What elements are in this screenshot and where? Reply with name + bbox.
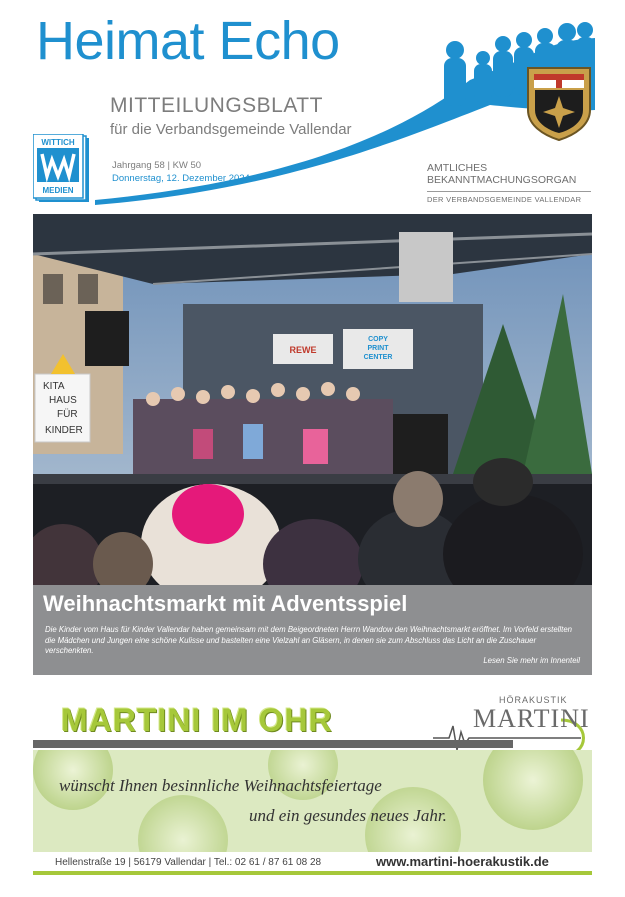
ad-brand: MARTINI — [473, 704, 590, 733]
publisher-name-top: WITTICH — [41, 138, 75, 147]
publication-title: Heimat Echo — [36, 11, 340, 71]
ad-accent-line — [33, 871, 592, 875]
ad-background-image — [33, 750, 592, 852]
ad-divider-bar — [33, 740, 513, 748]
publisher-logo — [33, 134, 91, 204]
ad-brand-small: HÖRAKUSTIK — [499, 695, 568, 705]
cover-photo — [33, 214, 592, 585]
issue-number: Jahrgang 58 | KW 50 — [112, 160, 202, 171]
official-divider — [427, 191, 591, 192]
official-label — [427, 162, 576, 186]
article-teaser: Die Kinder vom Haus für Kinder Vallendar haben gemeinsam mit dem Beigeordneten Herrn Wandow den Weihnachtsmarkt eröffnet. Im Vorfeld erstellten die Mädchen und Jungen eine schöne Kulisse und bastelten eine Vielzahl an Gläsern, in denen sie zum Abschluss das Licht an die Zuschauer verschenkten. — [45, 625, 572, 655]
banner-right-2: PRINT — [367, 345, 389, 352]
ad-greeting-line-2: und ein gesundes neues Jahr. — [249, 806, 447, 825]
ad-footer — [33, 853, 592, 873]
issue-date: Donnerstag, 12. Dezember 2024 — [112, 173, 250, 184]
official-line-2: BEKANNTMACHUNGSORGAN — [427, 174, 577, 186]
official-sub-label: DER VERBANDSGEMEINDE VALLENDAR — [427, 195, 582, 204]
publication-subtitle: MITTEILUNGSBLATT — [110, 94, 323, 117]
ad-address: Hellenstraße 19 | 56179 Vallendar | Tel.: 02 61 / 87 61 08 28 — [55, 857, 322, 868]
article-headline: Weihnachtsmarkt mit Adventsspiel — [43, 591, 408, 616]
sign-line-2: HAUS — [49, 395, 77, 406]
banner-right-3: CENTER — [363, 354, 393, 361]
sign-line-4: KINDER — [45, 425, 83, 436]
read-more-note: Lesen Sie mehr im Innenteil — [483, 656, 580, 665]
publisher-name-bottom: MEDIEN — [42, 186, 74, 195]
coat-of-arms-icon — [528, 68, 590, 140]
banner-left: REWE — [289, 345, 317, 355]
banner-right-1: COPY — [368, 336, 388, 343]
ad-headline: MARTINI IM OHR — [61, 702, 333, 738]
official-line-1: AMTLICHES — [427, 162, 488, 174]
ad-greeting-line-1: wünscht Ihnen besinnliche Weihnachtsfeiertage — [59, 776, 382, 795]
masthead — [0, 0, 625, 210]
advertisement — [33, 690, 592, 875]
photo-caption — [33, 585, 592, 675]
sign-line-3: FÜR — [57, 409, 78, 420]
publication-subline: für die Verbandsgemeinde Vallendar — [110, 121, 352, 138]
ad-website[interactable]: www.martini-hoerakustik.de — [376, 854, 549, 869]
sign-line-1: KITA — [43, 381, 65, 392]
